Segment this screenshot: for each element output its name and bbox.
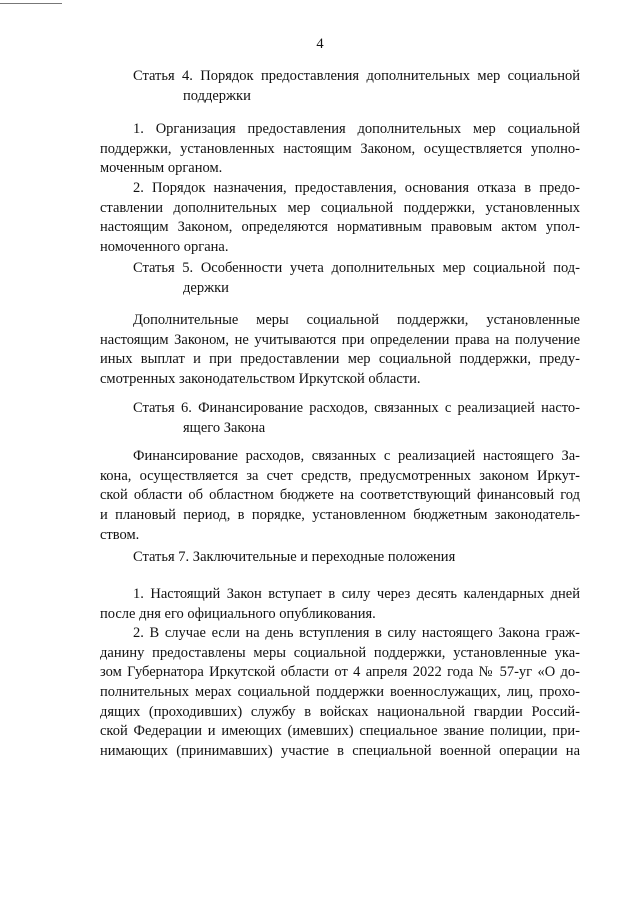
heading-line: Статья 4. Порядок предоставления дополнительных мер социальной: [133, 68, 580, 84]
heading-line: держки: [183, 279, 229, 296]
paragraph-line: ской области об областном бюджете на соответствующий финансовый год: [100, 487, 580, 504]
paragraph-line: ской Федерации и имеющих (имевших) специальное звание полиции, при-: [100, 723, 580, 740]
paragraph-line: моченным органом.: [100, 160, 223, 177]
paragraph-line: смотренных законодательством Иркутской области.: [100, 371, 421, 388]
paragraph-line: Дополнительные меры социальной поддержки, установленные: [133, 312, 580, 328]
paragraph-line: зом Губернатора Иркутской области от 4 апреля 2022 года № 57-уг «О до-: [100, 664, 580, 681]
scan-edge-mark: [0, 3, 62, 4]
article-7-paragraph-1: [100, 585, 580, 624]
article-4-paragraph-1: [100, 120, 580, 179]
paragraph-line: ством.: [100, 526, 140, 543]
paragraph-line: настоящим Законом, не учитываются при определении права на получение: [100, 331, 580, 348]
paragraph-line: данину предоставлены меры социальной поддержки, установленные ука-: [100, 644, 580, 661]
paragraph-line: номоченного органа.: [100, 239, 229, 256]
paragraph-line: Финансирование расходов, связанных с реализацией настоящего За-: [133, 448, 580, 464]
paragraph-line: дящих (проходивших) службу в войсках национальной гвардии Россий-: [100, 703, 580, 720]
article-5-heading: [100, 259, 580, 298]
article-7-paragraph-2: [100, 624, 580, 762]
heading-line: ящего Закона: [183, 419, 266, 436]
heading-line: Статья 7. Заключительные и переходные положения: [133, 549, 456, 565]
paragraph-line: нимающих (принимавших) участие в специальной военной операции на: [100, 743, 580, 760]
paragraph-line: поддержки, установленных настоящим Законом, осуществляется уполно-: [100, 140, 580, 157]
article-4-paragraph-2: [100, 179, 580, 258]
paragraph-line: 1. Настоящий Закон вступает в силу через десять календарных дней: [133, 586, 580, 602]
paragraph-line: полнительных мерах социальной поддержки военнослужащих, лиц, прохо-: [100, 684, 580, 701]
heading-line: Статья 5. Особенности учета дополнительных мер социальной под-: [133, 260, 580, 276]
paragraph-line: иных выплат и при предоставлении мер социальной поддержки, преду-: [100, 351, 580, 368]
paragraph-line: кона, осуществляется за счет средств, предусмотренных законом Иркут-: [100, 467, 580, 484]
paragraph-line: 1. Организация предоставления дополнительных мер социальной: [133, 121, 580, 137]
paragraph-line: ставлении дополнительных мер социальной поддержки, установленных: [100, 199, 580, 216]
paragraph-line: 2. В случае если на день вступления в силу настоящего Закона граж-: [133, 625, 580, 641]
article-6-paragraph-1: [100, 447, 580, 545]
paragraph-line: после дня его официального опубликования.: [100, 605, 376, 622]
heading-line: поддержки: [183, 87, 251, 104]
paragraph-line: настоящим Законом, определяются нормативным правовым актом упол-: [100, 219, 580, 236]
article-7-heading: [100, 548, 580, 568]
article-5-paragraph-1: [100, 311, 580, 390]
paragraph-line: и плановый период, в порядке, установленном бюджетным законодатель-: [100, 507, 580, 524]
article-6-heading: [100, 399, 580, 438]
article-4-heading: [100, 67, 580, 106]
heading-line: Статья 6. Финансирование расходов, связанных с реализацией насто-: [133, 400, 580, 416]
paragraph-line: 2. Порядок назначения, предоставления, основания отказа в предо-: [133, 180, 580, 196]
page-number: 4: [316, 36, 324, 52]
